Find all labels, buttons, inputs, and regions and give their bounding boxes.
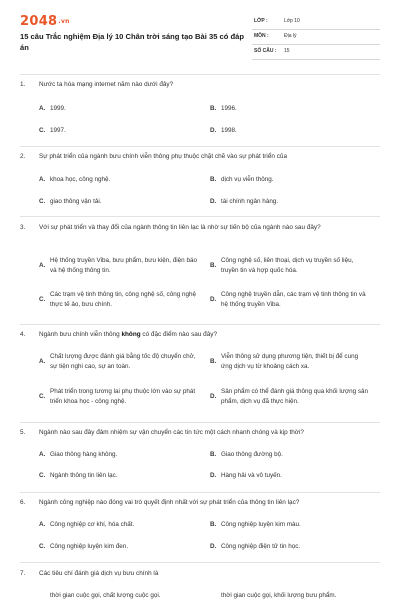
option-text: 1997. — [50, 127, 66, 134]
option-text: 1996. — [221, 105, 237, 112]
option-letter: A. — [39, 451, 46, 458]
option-letter: A. — [39, 262, 46, 269]
option-text: giao thông vận tải. — [50, 198, 102, 205]
question-number: 5. — [20, 429, 26, 436]
option-letter: D. — [210, 296, 217, 303]
divider — [20, 216, 380, 217]
option-text: Chất lượng được đánh giá bằng tốc độ chuyển chở, sự tiện nghi cao, sự an toàn. — [50, 353, 196, 370]
question-text-emphasis: không — [121, 331, 141, 338]
info-box — [252, 15, 380, 60]
option-text: tài chính ngân hàng. — [221, 198, 279, 205]
question-text: Sự phát triển của ngành bưu chính viễn thông phụ thuộc chặt chẽ vào sự phát triển của — [39, 153, 288, 160]
option-letter: C. — [39, 472, 46, 479]
option-letter: C. — [39, 296, 46, 303]
question-text-pre: Ngành bưu chính viễn thông — [39, 331, 122, 338]
option-letter: B. — [210, 176, 217, 183]
option-letter: A. — [39, 176, 46, 183]
option-text: Viễn thông sử dụng phương tiện, thiết bị để cung ứng dịch vụ từ khoảng cách xa. — [221, 353, 359, 370]
question-number: 6. — [20, 499, 26, 506]
question-stem — [20, 569, 380, 579]
question-text: Ngành nào sau đây đảm nhiệm sự vận chuyển các tin tức một cách nhanh chóng và kịp thời? — [39, 429, 304, 436]
divider — [20, 562, 380, 563]
option-text: thời gian cuộc gọi, chất lượng cuộc gọi. — [50, 592, 161, 599]
option-letter: B. — [210, 358, 217, 365]
option-text: Công nghiệp luyện kim đen. — [50, 543, 129, 550]
option-text: Công nghệ số, liên thoại, dịch vụ truyền số liệu, truyền tin và hợp quốc hóa. — [221, 257, 354, 274]
option-text: Công nghiệp luyện kim màu. — [221, 521, 301, 528]
option-text: thời gian cuộc gọi, khối lượng bưu phẩm. — [221, 592, 337, 599]
option-text: Ngành thông tin liên lạc. — [50, 472, 118, 479]
info-label: MÔN : — [254, 33, 269, 39]
info-label: SỐ CÂU : — [254, 48, 277, 54]
question-6 — [20, 498, 380, 560]
option-letter: D. — [210, 472, 217, 479]
option-text: Phát triển trong tương lai phụ thuộc lớn vào sự phát triển khoa học - công nghệ. — [50, 388, 196, 405]
info-value: Địa lý — [284, 33, 297, 39]
option-letter: B. — [210, 105, 217, 112]
question-stem — [20, 330, 380, 340]
option-text: Giao thông hàng không. — [50, 451, 118, 458]
option-letter: B. — [210, 262, 217, 269]
logo-text: 2048 — [20, 14, 58, 29]
question-number: 7. — [20, 570, 26, 577]
divider — [20, 492, 380, 493]
option-letter: C. — [39, 127, 46, 134]
option-text: 1999. — [50, 105, 66, 112]
option-letter: C. — [39, 543, 46, 550]
info-row-count — [252, 45, 380, 60]
question-text: Với sự phát triển và thay đổi của ngành thông tin liên lạc là nhờ sự tiến bộ của ngành nào sau đây? — [39, 224, 321, 231]
info-value: 15 — [284, 48, 290, 54]
question-5 — [20, 428, 380, 490]
info-label: LỚP : — [254, 18, 268, 24]
option-letter: A. — [39, 521, 46, 528]
info-row-grade — [252, 15, 380, 30]
info-row-subject — [252, 30, 380, 45]
info-value: Lớp 10 — [284, 18, 300, 24]
option-letter: D. — [210, 127, 217, 134]
question-4 — [20, 330, 380, 420]
option-text: Giao thông đường bộ. — [221, 451, 283, 458]
divider — [20, 324, 380, 325]
question-stem — [20, 428, 380, 438]
question-number: 4. — [20, 331, 26, 338]
option-text: khoa học, công nghệ. — [50, 176, 111, 183]
option-text: Các trạm vệ tinh thông tin, công nghệ số, công nghệ thực tế ảo, bưu chính. — [50, 291, 196, 308]
option-text: Công nghệ truyền dẫn, các trạm vệ tinh thông tin và hệ thống truyền Viba. — [221, 291, 366, 308]
logo-suffix: .vn — [58, 18, 70, 25]
option-letter: A. — [39, 105, 46, 112]
question-text: Các tiêu chí đánh giá dịch vụ bưu chính là — [39, 570, 159, 577]
question-number: 2. — [20, 153, 26, 160]
divider — [20, 74, 380, 75]
option-letter: B. — [210, 521, 217, 528]
question-1 — [20, 80, 380, 142]
divider — [20, 422, 380, 423]
option-text: dịch vụ viễn thông. — [221, 176, 274, 183]
question-2 — [20, 152, 380, 214]
question-text: Nước ta hòa mạng internet năm nào dưới đây? — [39, 81, 174, 88]
question-stem — [20, 80, 380, 90]
option-text: Hệ thống truyền Viba, bưu phẩm, bưu kiện, điện báo và hệ thống thông tin. — [50, 257, 197, 274]
option-letter: C. — [39, 393, 46, 400]
page-title: 15 câu Trắc nghiệm Địa lý 10 Chân trời sáng tạo Bài 35 có đáp án — [20, 32, 245, 52]
question-text-post: có đặc điểm nào sau đây? — [140, 331, 218, 338]
option-text: Công nghiệp cơ khí, hóa chất. — [50, 521, 135, 528]
site-logo[interactable] — [20, 14, 70, 29]
option-letter: A. — [39, 358, 46, 365]
option-text: Hàng hải và vô tuyến. — [221, 472, 282, 479]
document-header — [0, 0, 400, 72]
option-letter: D. — [210, 198, 217, 205]
question-number: 3. — [20, 224, 26, 231]
option-text: Công nghiệp điện tử tin học. — [221, 543, 301, 550]
option-text: 1998. — [221, 127, 237, 134]
option-letter: D. — [210, 543, 217, 550]
option-letter: C. — [39, 198, 46, 205]
divider — [20, 146, 380, 147]
question-text: Ngành công nghiệp nào đóng vai trò quyết định nhất với sự phát triển của thông tin liên lạc? — [39, 499, 300, 506]
question-3 — [20, 223, 380, 323]
option-text: Sản phẩm có thể đánh giá thông qua khối lượng sản phẩm, dịch vụ đã thực hiện. — [221, 388, 368, 405]
option-letter: B. — [210, 451, 217, 458]
option-letter: D. — [210, 393, 217, 400]
question-stem — [20, 152, 380, 162]
question-stem — [20, 498, 380, 508]
question-7 — [20, 569, 380, 600]
question-stem — [20, 223, 365, 233]
question-number: 1. — [20, 81, 26, 88]
